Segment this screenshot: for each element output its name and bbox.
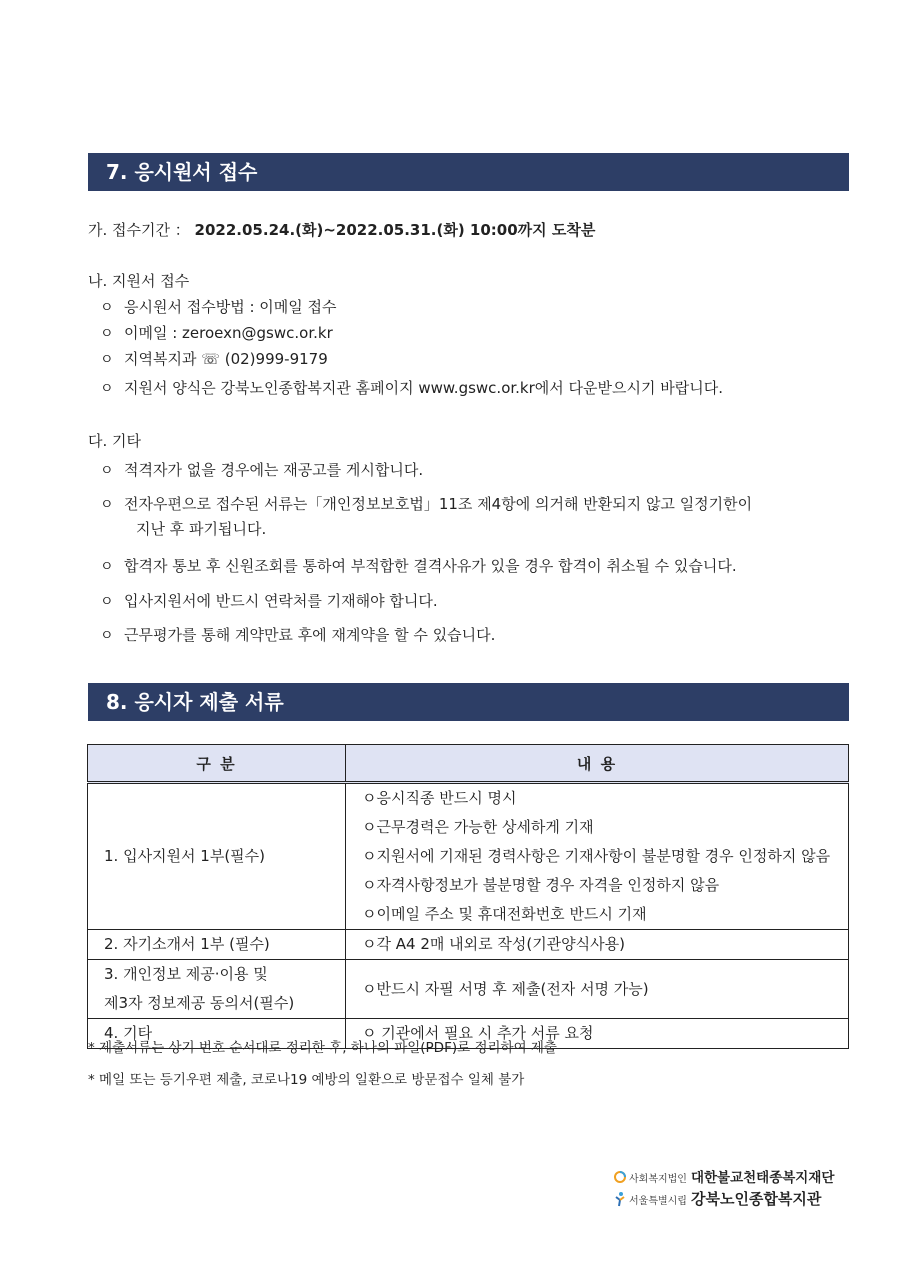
application-period [88,219,595,240]
foundation-logo-icon [614,1170,626,1184]
period-label: 가. 접수기간 ： [88,221,190,239]
section-7-title: 7. 응시원서 접수 [106,160,258,184]
bullet-mark: ㅇ [100,352,114,368]
na-item: ㅇ 이메일 : zeroexn@gswc.or.kr [100,324,333,342]
na-item: ㅇ 지원서 양식은 강북노인종합복지관 홈페이지 www.gswc.or.kr에서 다운받으시기 바랍니다. [100,379,723,397]
bullet-mark: ㅇ [100,463,114,479]
row-content: ㅇ반드시 자필 서명 후 제출(전자 서명 가능) [346,960,849,1019]
da-item: ㅇ 근무평가를 통해 계약만료 후에 재계약을 할 수 있습니다. [100,626,496,644]
bullet-mark: ㅇ [100,300,114,316]
table-row [88,960,849,1019]
da-label: 다. 기타 [88,432,142,450]
na-label: 나. 지원서 접수 [88,272,190,290]
note-2: * 메일 또는 등기우편 제출, 코로나19 예방의 일환으로 방문접수 일체 불가 [88,1072,525,1088]
na-item: ㅇ 지역복지과 ☏ (02)999-9179 [100,350,328,368]
row-content: ㅇ응시직종 반드시 명시 ㅇ근무경력은 가능한 상세하게 기재 ㅇ지원서에 기재된 경력사항은 기재사항이 불분명할 경우 인정하지 않음 ㅇ자격사항정보가 불분명할 경우 자격을 인정하지 않음 ㅇ이메일 주소 및 휴대전화번호 반드시 기재 [346,783,849,930]
table-row [88,783,849,930]
section-8-header [88,683,849,721]
na-item: ㅇ 응시원서 접수방법 : 이메일 접수 [100,298,337,316]
table-row [88,930,849,960]
section-7-header [88,153,849,191]
bullet-mark: ㅇ [100,594,114,610]
da-item: ㅇ 입사지원서에 반드시 연락처를 기재해야 합니다. [100,592,438,610]
footer-org-1: 사회복지법인 대한불교천태종복지재단 [614,1166,834,1186]
header-content: 내 용 [346,745,849,783]
da-item: ㅇ 전자우편으로 접수된 서류는「개인정보보호법」11조 제4항에 의거해 반환되지 않고 일정기한이 지난 후 파기됩니다. [100,495,753,538]
row-category: 2. 자기소개서 1부 (필수) [88,930,346,960]
row-category: 4. 기타 [88,1019,346,1049]
da-item: ㅇ 적격자가 없을 경우에는 재공고를 게시합니다. [100,461,424,479]
documents-table [87,744,849,1049]
bullet-mark: ㅇ [100,326,114,342]
header-category: 구 분 [88,745,346,783]
note-1: * 제출서류는 상기 번호 순서대로 정리한 후, 하나의 파일(PDF)로 정리하여 제출 [88,1040,557,1056]
bullet-mark: ㅇ [100,628,114,644]
table-header-row [88,745,849,783]
row-category: 3. 개인정보 제공·이용 및 제3자 정보제공 동의서(필수) [88,960,346,1019]
center-logo-icon [614,1191,626,1207]
bullet-mark: ㅇ [100,559,114,575]
footer-org-2: 서울특별시립 강북노인종합복지관 [614,1188,821,1209]
da-item: ㅇ 합격자 통보 후 신원조회를 통하여 부적합한 결격사유가 있을 경우 합격이 취소될 수 있습니다. [100,557,737,575]
section-8-title: 8. 응시자 제출 서류 [106,690,284,714]
bullet-mark: ㅇ [100,381,114,397]
row-content: ㅇ 기관에서 필요 시 추가 서류 요청 [346,1019,849,1049]
period-value: 2022.05.24.(화)~2022.05.31.(화) 10:00까지 도착분 [194,221,596,239]
bullet-mark: ㅇ [100,497,114,513]
row-category: 1. 입사지원서 1부(필수) [88,783,346,930]
row-content: ㅇ각 A4 2매 내외로 작성(기관양식사용) [346,930,849,960]
